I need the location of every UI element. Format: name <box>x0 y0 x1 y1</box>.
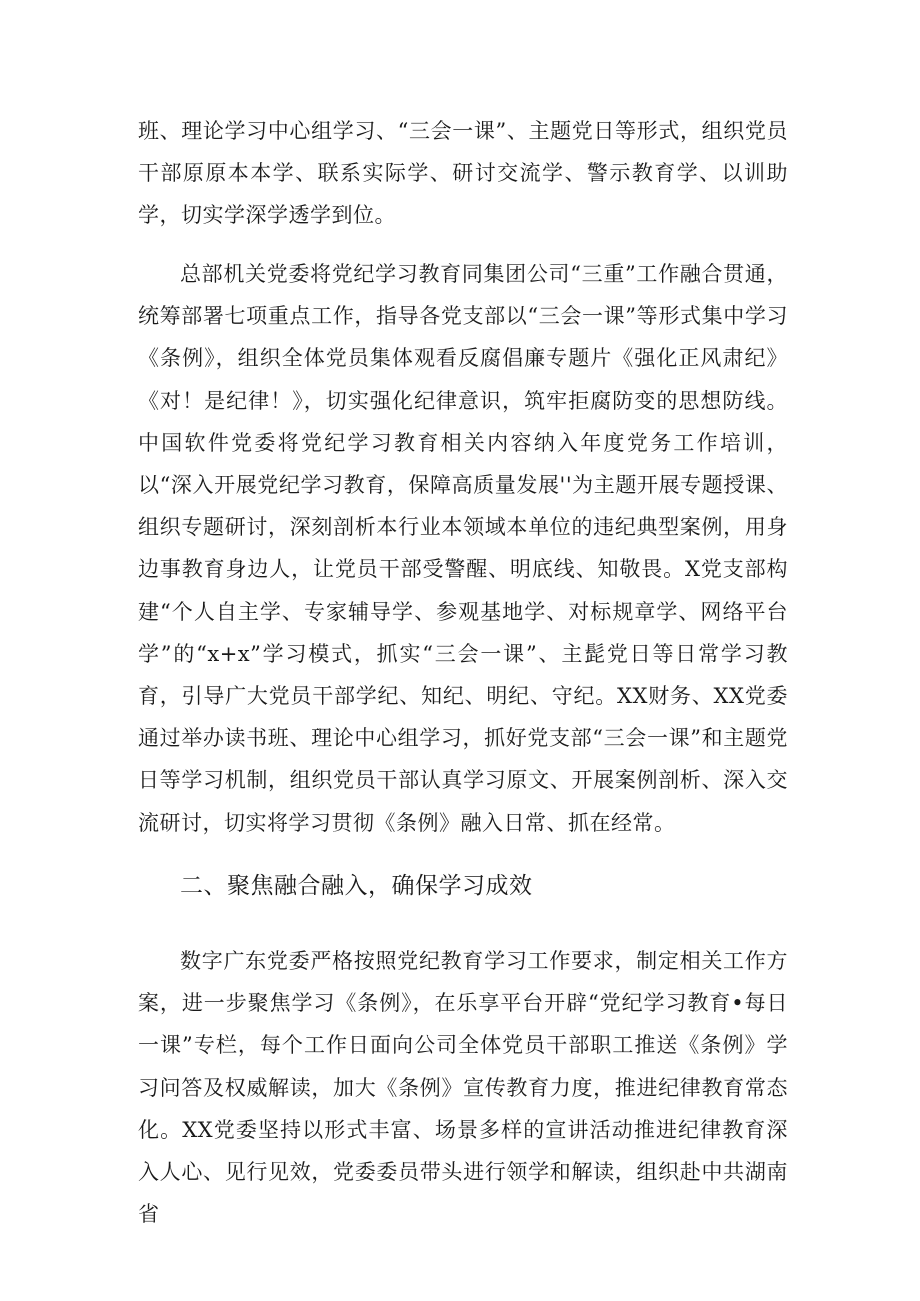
section-heading: 二、聚焦融合融入，确保学习成效 <box>180 873 533 899</box>
paragraph-3: 数字广东党委严格按照党纪教育学习工作要求，制定相关工作方案，进一步聚焦学习《条例》，在乐享平台开辟“党纪学习教育•每日一课”专栏，每个工作日面向公司全体党员干部职工推送《条例》学习问答及权威解读，加大《条例》宣传教育力度，推进纪律教育常态化。XX党委坚持以形式丰富、场景多样的宣讲活动推进纪律教育深入人心、见行见效，党委委员带头进行领学和解读，组织赴中共湖南省 <box>138 949 788 1227</box>
paragraph-1: 班、理论学习中心组学习、“三会一课”、主题党日等形式，组织党员干部原原本本学、联系实际学、研讨交流学、警示教育学、以训助学，切实学深学透学到位。 <box>138 119 788 228</box>
paragraph-2: 总部机关党委将党纪学习教育同集团公司“三重”工作融合贯通，统筹部署七项重点工作，指导各党支部以“三会一课”等形式集中学习《条例》，组织全体党员集体观看反腐倡廉专题片《强化正风肃纪》《对！是纪律！》，切实强化纪律意识，筑牢拒腐防变的思想防线。中国软件党委将党纪学习教育相关内容纳入年度党务工作培训，以“深入开展党纪学习教育，保障高质量发展''为主题开展专题授课、组织专题研讨，深刻剖析本行业本领域本单位的违纪典型案例，用身边事教育身边人，让党员干部受警醒、明底线、知敬畏。X党支部构建“个人自主学、专家辅导学、参观基地学、对标规章学、网络平台学”的“x+x”学习模式，抓实“三会一课”、主髭党日等日常学习教育，引导广大党员干部学纪、知纪、明纪、守纪。XX财务、XX党委通过举办读书班、理论中心组学习，抓好党支部“三会一课”和主题党日等学习机制，组织党员干部认真学习原文、开展案例剖析、深入交流研讨，切实将学习贯彻《条例》融入日常、抓在经常。 <box>138 262 788 835</box>
